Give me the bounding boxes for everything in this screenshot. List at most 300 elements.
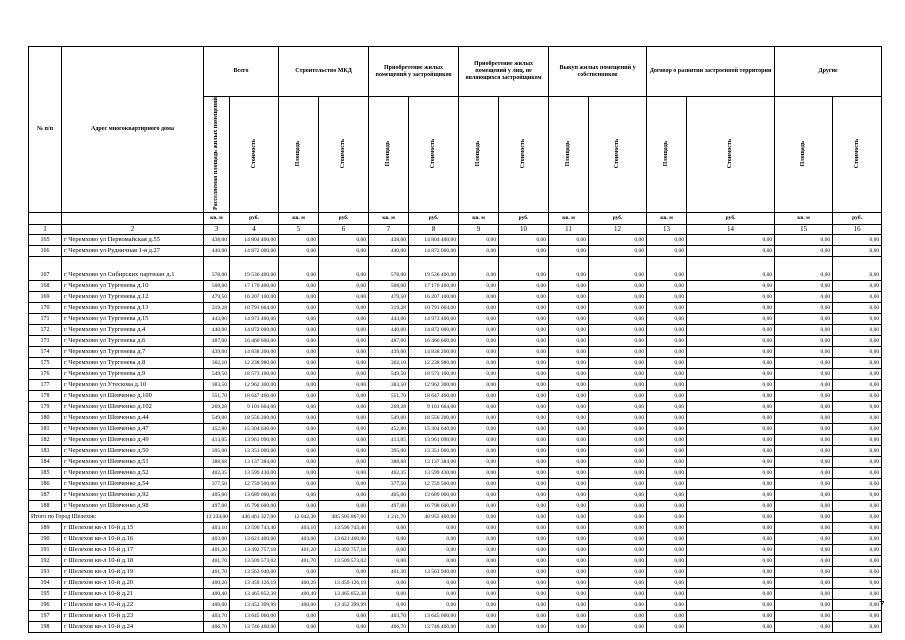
cell-area: 12 042,30 [279,511,319,522]
unit-rub: руб. [589,212,647,224]
cell-cost: 18 573 100,00 [230,368,279,379]
cell-area: 0,00 [279,467,319,478]
table-row [29,489,882,500]
header-group-development-contract: Договор о развитии застроенной территории [647,47,775,97]
cell-cost: 0,00 [319,256,369,280]
cell-area: 403,70 [369,610,409,621]
cell-cost: 13 465 852,38 [230,588,279,599]
cell-area: 0,00 [459,566,499,577]
cell-cost: 13 563 940,00 [409,566,459,577]
cell-area: 508,00 [369,280,409,291]
cell-area: 0,00 [459,346,499,357]
cell-cost: 0,00 [409,544,459,555]
row-address: г Черемхово ул Шевченко д.92 [62,489,204,500]
cell-cost: 13 621 400,00 [319,533,369,544]
cell-cost: 14 804 400,00 [230,234,279,245]
column-number: 4 [230,224,279,234]
cell-cost: 0,00 [687,245,775,256]
cell-cost: 18 573 100,00 [409,368,459,379]
cell-cost: 0,00 [589,478,647,489]
cell-area: 0,00 [647,445,687,456]
cell-cost: 0,00 [589,379,647,390]
row-number: 194 [29,577,62,588]
cell-cost: 0,00 [687,445,775,456]
cell-area: 0,00 [775,256,833,280]
row-number: 177 [29,379,62,390]
cell-area: 0,00 [279,245,319,256]
row-address: г Шелехов кв-л 10-й д.24 [62,621,204,632]
cell-cost: 0,00 [499,456,549,467]
row-number: 189 [29,522,62,533]
unit-rub: руб. [687,212,775,224]
cell-area: 0,00 [369,555,409,566]
cell-area: 0,00 [279,291,319,302]
document-sheet [28,46,881,633]
cell-area: 551,70 [204,390,230,401]
cell-area: 402,35 [369,467,409,478]
cell-cost: 0,00 [687,500,775,511]
cell-area: 1 211,70 [369,511,409,522]
cell-area: 377,50 [204,478,230,489]
cell-cost: 0,00 [687,368,775,379]
row-number: 175 [29,357,62,368]
row-number: 171 [29,313,62,324]
cell-cost: 0,00 [499,566,549,577]
column-number: 14 [687,224,775,234]
cell-cost: 13 689 000,00 [409,489,459,500]
cell-cost: 0,00 [499,533,549,544]
row-number: 196 [29,599,62,610]
cell-area: 0,00 [459,489,499,500]
cell-cost: 0,00 [589,256,647,280]
cell-area: 438,00 [369,234,409,245]
cell-area: 0,00 [647,566,687,577]
row-number: 179 [29,401,62,412]
cell-cost: 16 460 600,00 [230,335,279,346]
cell-cost: 0,00 [833,566,882,577]
cell-area: 0,00 [369,533,409,544]
cell-area: 0,00 [549,456,589,467]
cell-cost: 0,00 [687,256,775,280]
column-number: 8 [409,224,459,234]
cell-area: 0,00 [459,423,499,434]
cell-cost: 0,00 [319,489,369,500]
cell-area: 402,35 [204,467,230,478]
cell-area: 0,00 [775,599,833,610]
cell-cost: 0,00 [589,346,647,357]
cell-area: 0,00 [549,324,589,335]
cell-cost: 13 590 743,40 [230,522,279,533]
cell-cost: 12 238 980,00 [230,357,279,368]
cell-cost: 0,00 [833,434,882,445]
row-number: 165 [29,234,62,245]
cell-cost: 14 872 000,00 [230,245,279,256]
cell-cost: 0,00 [687,346,775,357]
table-row [29,544,882,555]
cell-area: 0,00 [279,500,319,511]
cell-area: 0,00 [369,544,409,555]
cell-cost: 0,00 [687,434,775,445]
cell-cost: 16 207 100,00 [230,291,279,302]
cell-area: 0,00 [279,379,319,390]
unit-area: кв. м [647,212,687,224]
cell-cost: 446 461 327,00 [230,511,279,522]
cell-cost: 0,00 [499,555,549,566]
cell-area: 0,00 [459,588,499,599]
page-number: 7 [879,600,885,611]
cell-area: 0,00 [775,423,833,434]
cell-cost: 0,00 [499,489,549,500]
cell-area: 0,00 [647,302,687,313]
cell-cost: 0,00 [589,489,647,500]
cell-cost: 0,00 [589,533,647,544]
row-address: г Черемхово ул Тургенева д.15 [62,313,204,324]
cell-area: 0,00 [549,412,589,423]
row-address: г Шелехов кв-л 10-й д.22 [62,599,204,610]
cell-cost: 14 838 200,00 [230,346,279,357]
cell-area: 269,28 [204,401,230,412]
cell-area: 269,28 [369,401,409,412]
cell-area: 0,00 [279,489,319,500]
cell-area: 440,00 [369,245,409,256]
cell-area: 0,00 [279,234,319,245]
cell-area: 0,00 [775,533,833,544]
cell-area: 0,00 [549,357,589,368]
cell-area: 0,00 [549,511,589,522]
cell-area: 0,00 [775,445,833,456]
cell-cost: 0,00 [499,234,549,245]
cell-area: 400,00 [204,599,230,610]
table-row [29,467,882,478]
row-address: г Черемхово ул Шевченко д.52 [62,467,204,478]
row-address: г Черемхово ул Шевченко д.44 [62,412,204,423]
cell-cost: 13 492 757,18 [319,544,369,555]
cell-cost: 0,00 [833,302,882,313]
cell-area: 0,00 [549,346,589,357]
cell-cost: 17 170 400,00 [230,280,279,291]
cell-cost: 0,00 [319,302,369,313]
cell-cost: 16 798 600,00 [230,500,279,511]
cell-cost: 0,00 [589,467,647,478]
cell-cost: 0,00 [589,291,647,302]
cell-cost: 0,00 [687,621,775,632]
cell-cost: 13 351 000,00 [230,445,279,456]
row-address: г Шелехов кв-л 10-й д.17 [62,544,204,555]
cell-cost: 15 304 640,00 [409,423,459,434]
cell-cost: 0,00 [409,533,459,544]
cell-cost: 0,00 [409,599,459,610]
cell-area: 383,50 [204,379,230,390]
cell-cost: 0,00 [499,379,549,390]
cell-area: 362,10 [204,357,230,368]
unit-blank [62,212,204,224]
cell-area: 0,00 [775,610,833,621]
cell-cost: 0,00 [319,566,369,577]
table-row [29,478,882,489]
cell-area: 0,00 [775,566,833,577]
cell-area: 0,00 [279,302,319,313]
row-number: 195 [29,588,62,599]
row-address: г Черемхово ул Тургенева д.7 [62,346,204,357]
cell-area: 0,00 [647,533,687,544]
table-row [29,302,882,313]
row-number: 167 [29,256,62,280]
row-address: г Шелехов кв-л 10-й д.16 [62,533,204,544]
table-row [29,368,882,379]
cell-cost: 13 746 460,00 [409,621,459,632]
cell-cost: 0,00 [687,390,775,401]
cell-cost: 0,00 [589,544,647,555]
cell-cost: 0,00 [687,401,775,412]
cell-cost: 0,00 [499,423,549,434]
cell-cost: 0,00 [319,621,369,632]
cell-cost: 13 465 852,38 [319,588,369,599]
cell-area: 0,00 [459,610,499,621]
row-address: г Черемхово ул Первомайская д.55 [62,234,204,245]
table-row [29,423,882,434]
cell-cost: 13 452 399,99 [230,599,279,610]
cell-cost: 0,00 [589,588,647,599]
cell-cost: 0,00 [589,234,647,245]
cell-area: 0,00 [549,256,589,280]
cell-area: 0,00 [459,599,499,610]
cell-area: 0,00 [279,357,319,368]
table-row [29,599,882,610]
cell-area: 0,00 [459,390,499,401]
cell-cost: 0,00 [687,379,775,390]
cell-cost: 14 804 400,00 [409,234,459,245]
cell-area: 0,00 [369,577,409,588]
cell-cost: 0,00 [499,368,549,379]
cell-area: 479,50 [369,291,409,302]
cell-cost: 0,00 [319,434,369,445]
cell-cost: 0,00 [319,467,369,478]
cell-area: 0,00 [775,335,833,346]
cell-cost: 13 961 090,00 [409,434,459,445]
cell-area: 0,00 [549,434,589,445]
table-row [29,412,882,423]
cell-cost: 9 101 664,00 [409,401,459,412]
cell-cost: 0,00 [589,456,647,467]
cell-area: 0,00 [459,555,499,566]
table-row [29,533,882,544]
cell-cost: 0,00 [589,599,647,610]
cell-area: 0,00 [549,500,589,511]
cell-area: 0,00 [459,335,499,346]
cell-area: 0,00 [549,544,589,555]
cell-cost: 0,00 [499,291,549,302]
cell-area: 0,00 [647,555,687,566]
cell-cost: 0,00 [687,511,775,522]
cell-cost: 18 556 200,00 [230,412,279,423]
cell-cost: 0,00 [589,390,647,401]
cell-cost: 0,00 [409,577,459,588]
cell-cost: 18 647 460,00 [230,390,279,401]
cell-cost: 13 509 573,02 [319,555,369,566]
subheader-cost: Стоимость [589,97,647,213]
cell-area: 0,00 [775,313,833,324]
cell-cost: 0,00 [319,610,369,621]
cell-area: 0,00 [647,467,687,478]
cell-cost: 405 505 867,00 [319,511,369,522]
cell-cost: 0,00 [499,245,549,256]
cell-cost: 13 137 384,00 [409,456,459,467]
row-address: г Черемхово ул Шевченко д.49 [62,434,204,445]
cell-area: 0,00 [459,245,499,256]
row-address: г Шелехов кв-л 10-й д.18 [62,555,204,566]
cell-area: 0,00 [647,610,687,621]
cell-cost: 14 973 400,00 [230,313,279,324]
cell-area: 0,00 [369,599,409,610]
cell-area: 0,00 [647,368,687,379]
cell-cost: 0,00 [687,423,775,434]
cell-area: 401,70 [204,555,230,566]
cell-area: 551,70 [369,390,409,401]
cell-area: 0,00 [549,280,589,291]
cell-cost: 0,00 [833,456,882,467]
cell-cost: 0,00 [319,423,369,434]
column-number: 11 [549,224,589,234]
cell-area: 0,00 [647,621,687,632]
row-address: г Черемхово ул Шевченко д.50 [62,445,204,456]
cell-area: 0,00 [459,324,499,335]
cell-area: 0,00 [775,555,833,566]
cell-cost: 14 973 400,00 [409,313,459,324]
cell-cost: 17 170 400,00 [409,280,459,291]
cell-area: 0,00 [459,522,499,533]
unit-rub: руб. [230,212,279,224]
row-number: 182 [29,434,62,445]
table-row [29,610,882,621]
table-row [29,280,882,291]
cell-cost: 0,00 [319,346,369,357]
cell-cost: 14 838 200,00 [409,346,459,357]
row-address: г Шелехов кв-л 10-й д.20 [62,577,204,588]
unit-rub: руб. [499,212,549,224]
cell-cost: 14 872 000,00 [409,324,459,335]
cell-cost: 0,00 [833,489,882,500]
row-number: 185 [29,467,62,478]
cell-cost: 0,00 [687,544,775,555]
cell-cost: 0,00 [687,302,775,313]
header-group-total: Всего [204,47,279,97]
cell-cost: 0,00 [833,588,882,599]
cell-cost: 0,00 [833,280,882,291]
unit-area: кв. м [369,212,409,224]
table-row [29,335,882,346]
table-row [29,456,882,467]
cell-cost: 0,00 [499,610,549,621]
row-number: 174 [29,346,62,357]
cell-area: 0,00 [647,500,687,511]
cell-area: 362,10 [369,357,409,368]
cell-area: 403,10 [279,522,319,533]
cell-cost: 0,00 [833,478,882,489]
cell-cost: 0,00 [589,621,647,632]
cell-area: 0,00 [647,335,687,346]
cell-area: 0,00 [549,522,589,533]
cell-cost: 0,00 [499,401,549,412]
header-number: № п/п [29,47,62,213]
cell-area: 0,00 [775,368,833,379]
cell-cost: 0,00 [319,245,369,256]
row-address: г Черемхово ул Сибирских партизан д.1 [62,256,204,280]
cell-area: 0,00 [647,234,687,245]
cell-cost: 0,00 [833,379,882,390]
cell-area: 0,00 [279,324,319,335]
cell-area: 0,00 [775,467,833,478]
cell-area: 403,00 [279,533,319,544]
subheader-cost: Стоимость [499,97,549,213]
row-number: 186 [29,478,62,489]
cell-area: 0,00 [647,588,687,599]
cell-area: 0,00 [647,478,687,489]
cell-cost: 18 556 200,00 [409,412,459,423]
cell-area: 319,28 [369,302,409,313]
cell-area: 406,70 [369,621,409,632]
cell-area: 0,00 [775,588,833,599]
cell-cost: 0,00 [319,390,369,401]
cell-area: 440,00 [204,245,230,256]
cell-cost: 0,00 [687,412,775,423]
cell-cost: 0,00 [687,313,775,324]
row-number: 178 [29,390,62,401]
cell-area: 497,00 [204,500,230,511]
subheader-area: Площадь [459,97,499,213]
cell-cost: 13 563 940,00 [230,566,279,577]
cell-area: 0,00 [549,234,589,245]
cell-cost: 0,00 [499,577,549,588]
cell-cost: 0,00 [833,256,882,280]
cell-area: 0,00 [279,390,319,401]
table-row [29,245,882,256]
cell-area: 0,00 [459,401,499,412]
cell-area: 0,00 [775,456,833,467]
cell-cost: 13 509 573,02 [230,555,279,566]
cell-area: 0,00 [549,566,589,577]
cell-area: 395,00 [369,445,409,456]
subheader-cost: Стоимость [230,97,279,213]
table-row [29,234,882,245]
unit-area: кв. м [204,212,230,224]
row-address: г Черемхово ул Тургенева д.13 [62,302,204,313]
cell-area: 0,00 [775,478,833,489]
row-number: 170 [29,302,62,313]
table-row [29,577,882,588]
cell-cost: 13 137 384,00 [230,456,279,467]
row-address: г Черемхово ул Шевченко д.98 [62,500,204,511]
cell-cost: 0,00 [499,280,549,291]
cell-area: 0,00 [459,456,499,467]
cell-area: 0,00 [647,401,687,412]
cell-area: 0,00 [775,412,833,423]
cell-cost: 0,00 [589,324,647,335]
cell-cost: 13 492 757,18 [230,544,279,555]
cell-area: 0,00 [549,489,589,500]
cell-area: 0,00 [647,390,687,401]
cell-area: 0,00 [459,280,499,291]
cell-area: 0,00 [647,423,687,434]
table-total-row [29,511,882,522]
cell-area: 549,00 [204,412,230,423]
subheader-cost: Стоимость [409,97,459,213]
cell-area: 0,00 [459,445,499,456]
cell-area: 0,00 [549,423,589,434]
table-row [29,621,882,632]
cell-cost: 10 791 664,00 [230,302,279,313]
row-address: г Черемхово ул Шевченко д.47 [62,423,204,434]
cell-cost: 14 872 000,00 [409,245,459,256]
